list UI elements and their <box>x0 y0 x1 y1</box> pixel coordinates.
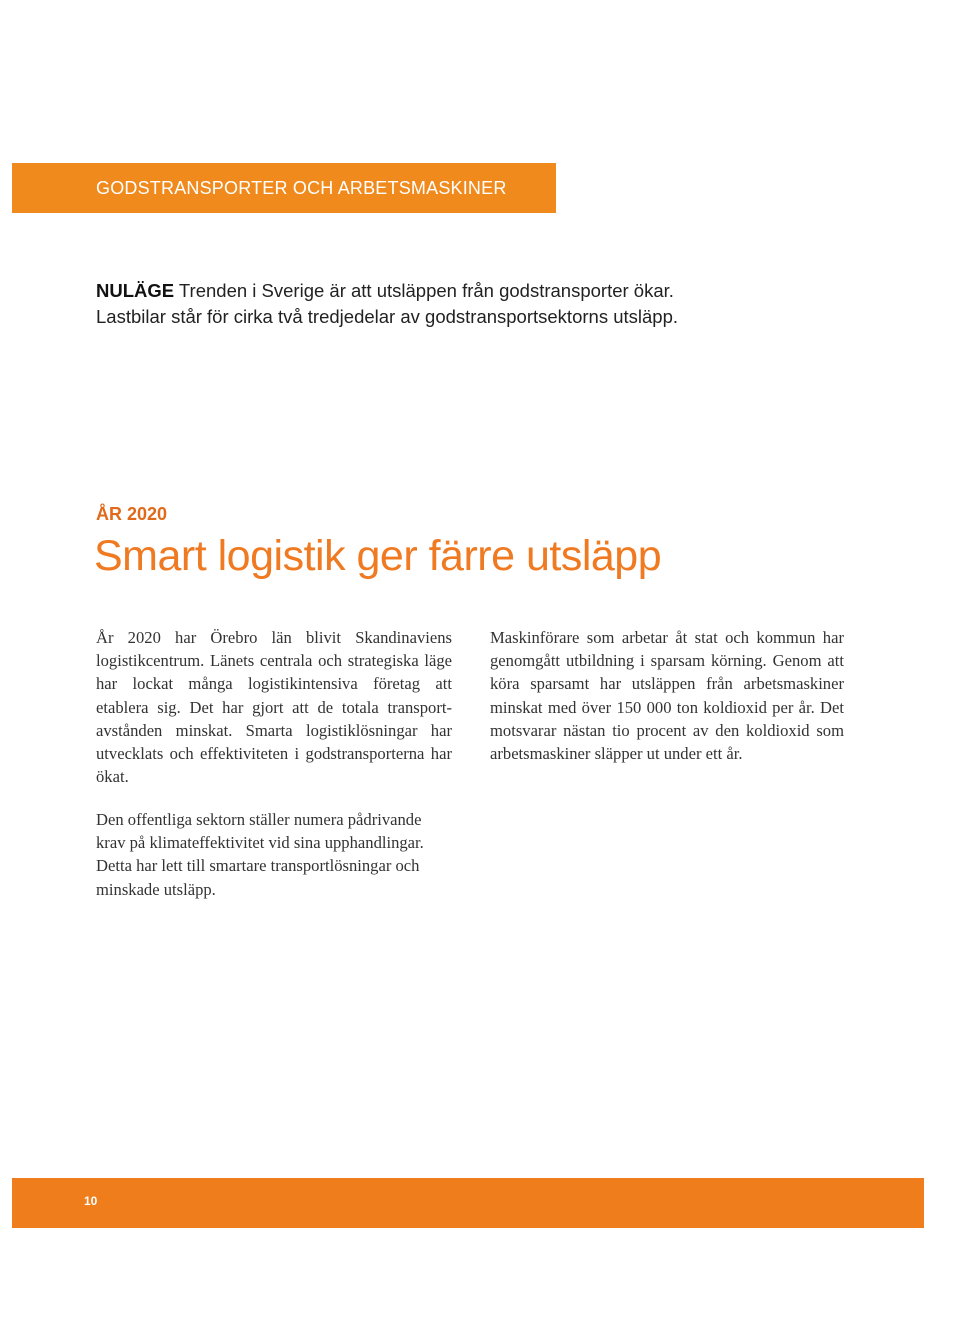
nulage-summary <box>96 278 736 330</box>
paragraph-public-procurement: Den offentliga sektorn ställer numera pådrivande krav på klimateffektivitet vid sina upphandlingar. Detta har lett till smartare transportlösningar och minskade utsläpp. <box>96 810 424 899</box>
page-headline: Smart logistik ger färre utsläpp <box>94 532 662 580</box>
nulage-text: Trenden i Sverige är att utsläppen från godstransporter ökar. Lastbilar står för cirka två tredjedelar av godstransportsektorns utsläpp. <box>96 280 679 327</box>
paragraph-machine-operators: Maskinförare som arbetar åt stat och kommun har genomgått utbildning i sparsam körning. Genom att köra sparsamt har utsläppen från arbetsmaskiner minskat med över 150 000 ton koldioxid per år. Det motsvarar nästan tio procent av den koldioxid som arbetsmaskiner släpper ut under ett år. <box>490 628 844 764</box>
section-title: GODSTRANSPORTER OCH ARBETSMASKINER <box>96 177 507 198</box>
page-number: 10 <box>84 1194 98 1208</box>
footer-band <box>12 1178 924 1228</box>
paragraph-logistics-center: År 2020 har Örebro län blivit Skandinaviens logistikcentrum. Länets centrala och strategiska läge har lockat många logistikintensiva företag att etablera sig. Det har gjort att de totala transportavstånden minskat. Smarta logistiklösningar har utvecklats och effektiviteten i godstransporterna har ökat. <box>96 628 452 787</box>
nulage-label: NULÄGE <box>96 280 175 301</box>
year-label: ÅR 2020 <box>96 504 168 524</box>
section-banner <box>12 163 556 213</box>
